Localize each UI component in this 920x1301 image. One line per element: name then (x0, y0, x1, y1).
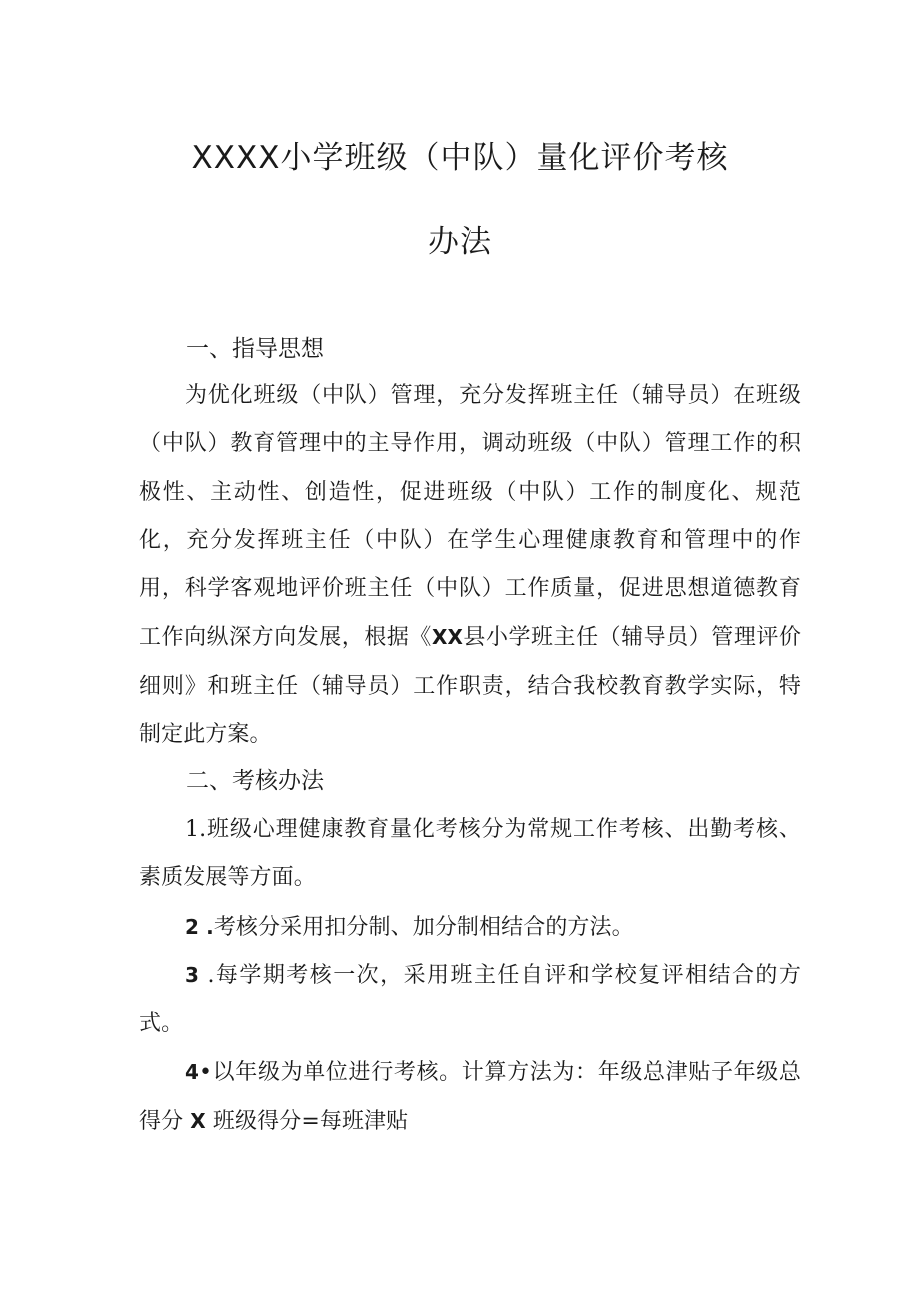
item-number: 3 (185, 963, 200, 987)
section2-item-1 (139, 806, 801, 903)
section1-paragraph (139, 372, 801, 759)
item-text: 以年级为单位进行考核。计算方法为：年级总津贴子年级总得分 (139, 1060, 801, 1135)
item-separator: • (199, 1060, 213, 1085)
section1-heading: 一、指导思想 (186, 336, 324, 362)
section2-item-2 (139, 903, 801, 952)
document-title-line2: 办法 (428, 224, 492, 260)
item-multiply-symbol: X (190, 1109, 206, 1134)
section2-item-3 (139, 951, 801, 1049)
item-text: 班级心理健康教育量化考核分为常规工作考核、出勤考核、素质发展等方面。 (139, 817, 801, 891)
item-number: 4 (185, 1060, 200, 1084)
section1-body-text: 为优化班级（中队）管理，充分发挥班主任（辅导员）在班级（中队）教育管理中的主导作用，调动班级（中队）管理工作的积极性、主动性、创造性，促进班级（中队）工作的制度化、规范化，充分发挥班主任（中队）在学生心理健康教育和管理中的作用，科学客观地评价班主任（中队）工作质量，促进思想道德教育工作向纵深方向发展，根据《 (139, 383, 801, 651)
item-text: 每学期考核一次，采用班主任自评和学校复评相结合的方式。 (139, 963, 801, 1037)
item-number: 2 (185, 915, 200, 939)
item-number: 1. (185, 817, 207, 842)
item-separator: . (206, 915, 214, 939)
section2-item-4 (139, 1048, 801, 1147)
section2-heading: 二、考核办法 (186, 768, 324, 794)
item-text: 考核分采用扣分制、加分制相结合的方法。 (213, 915, 634, 940)
section1-county-placeholder: XX (431, 625, 463, 650)
section1-body-rest: 县小学班主任（辅导员）管理评价细则》和班主任（辅导员）工作职责，结合我校教育教学实际，特制定此方案。 (139, 625, 801, 748)
item-separator: . (207, 963, 215, 988)
item-text-end: 班级得分=每班津贴 (212, 1109, 409, 1135)
document-title-line1: XXXX小学班级（中队）量化评价考核 (191, 140, 729, 176)
